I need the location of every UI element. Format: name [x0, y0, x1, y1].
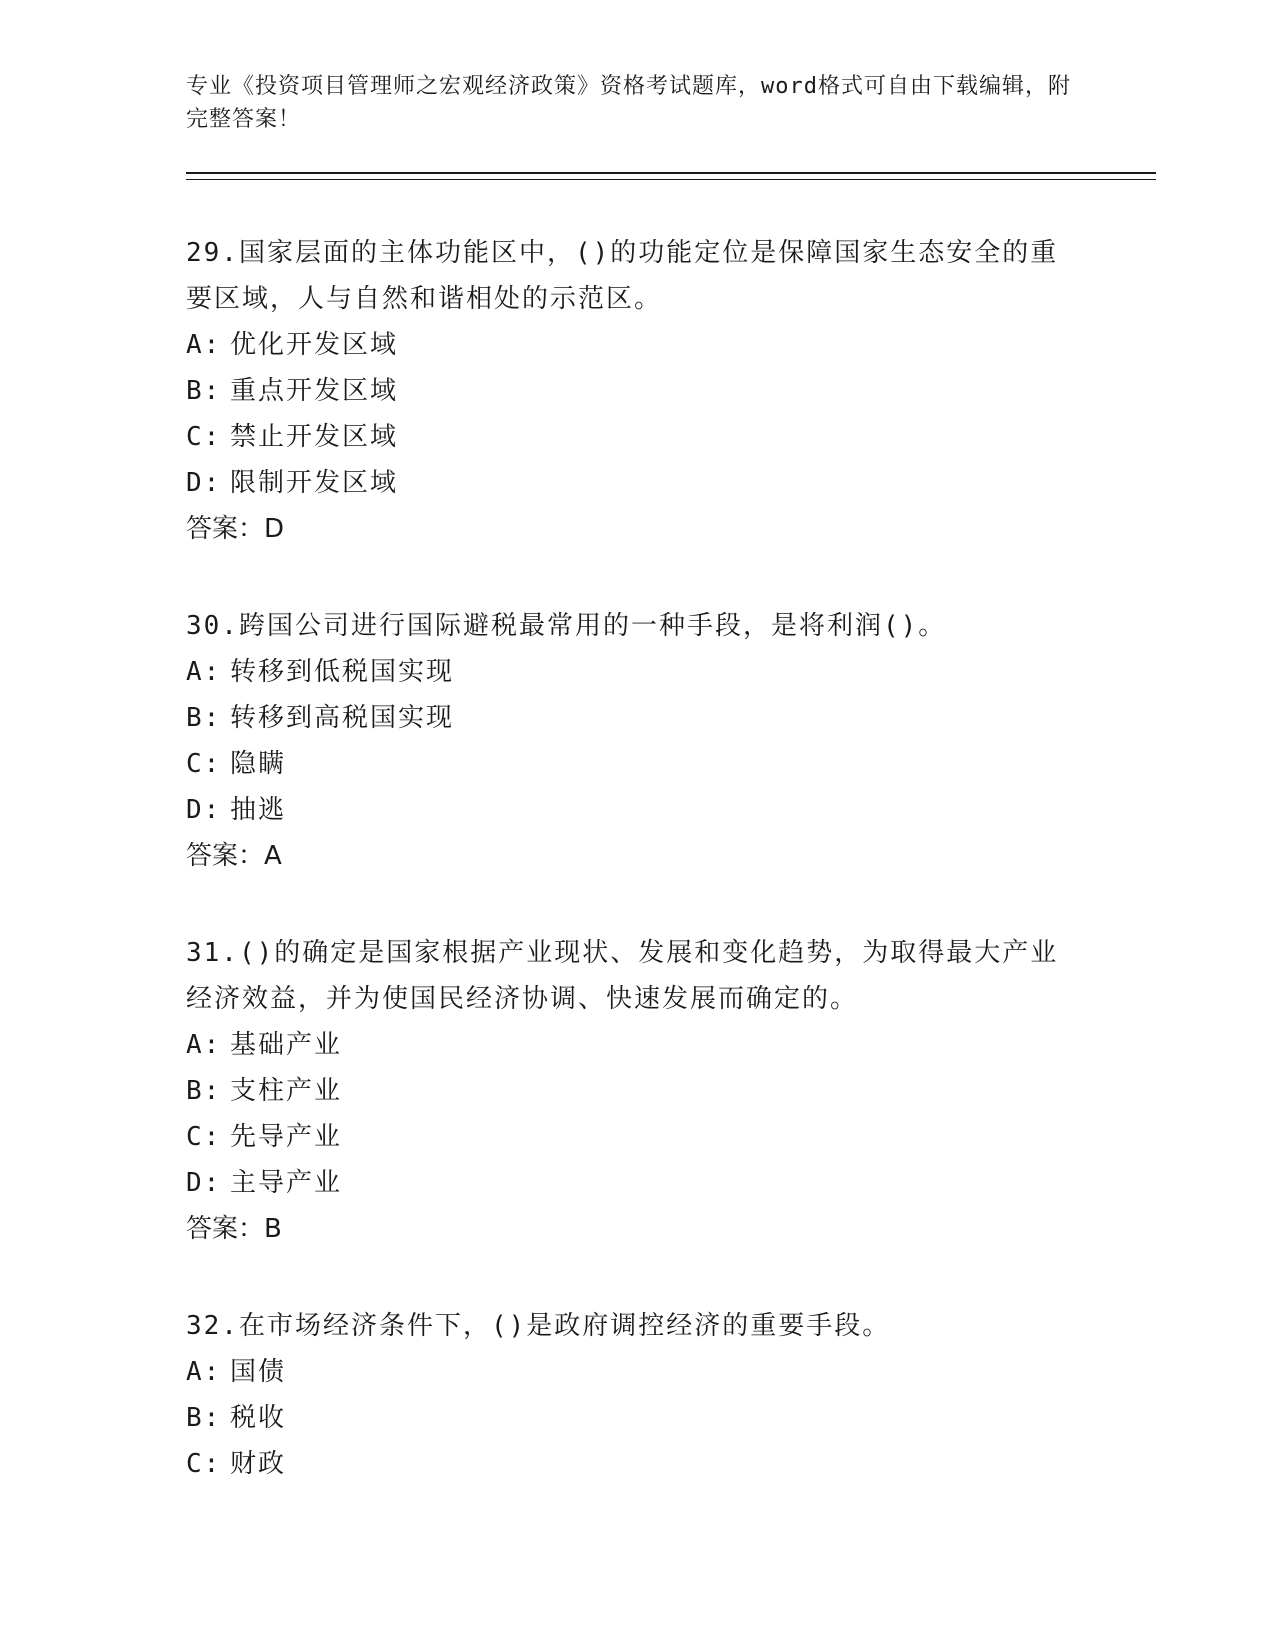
- option-text: 转移到高税国实现: [230, 703, 455, 733]
- option-key: C:: [186, 749, 222, 779]
- document-intro: 专业《投资项目管理师之宏观经济政策》资格考试题库，word格式可自由下载编辑，附完整答案！: [186, 74, 1071, 132]
- question-stem: 31.()的确定是国家根据产业现状、发展和变化趋势，为取得最大产业经济效益，并为使国民经济协调、快速发展而确定的。: [186, 938, 1059, 1014]
- option-key: C:: [186, 422, 222, 452]
- answer-line: 答案：D: [186, 514, 285, 544]
- question-stem: 29.国家层面的主体功能区中，()的功能定位是保障国家生态安全的重要区域，人与自然和谐相处的示范区。: [186, 238, 1059, 314]
- option-c: [186, 741, 1156, 787]
- option-text: 禁止开发区域: [230, 422, 399, 452]
- header-divider: [186, 172, 1156, 180]
- option-b: [186, 1395, 1156, 1441]
- option-key: D:: [186, 1168, 222, 1198]
- option-key: B:: [186, 376, 222, 406]
- option-key: B:: [186, 703, 222, 733]
- option-text: 国债: [230, 1357, 287, 1387]
- question-31: [186, 930, 1156, 1252]
- option-key: D:: [186, 468, 222, 498]
- option-b: [186, 695, 1156, 741]
- option-text: 重点开发区域: [230, 376, 399, 406]
- option-c: [186, 1441, 1156, 1487]
- option-text: 限制开发区域: [230, 468, 399, 498]
- question-32: [186, 1303, 1156, 1487]
- option-text: 税收: [230, 1403, 287, 1433]
- question-30: [186, 603, 1156, 879]
- option-key: A:: [186, 1030, 222, 1060]
- option-c: [186, 1114, 1156, 1160]
- option-key: A:: [186, 330, 222, 360]
- question-29: [186, 230, 1156, 552]
- answer-line: 答案：B: [186, 1214, 282, 1244]
- option-d: [186, 1160, 1156, 1206]
- option-a: [186, 1022, 1156, 1068]
- option-key: B:: [186, 1076, 222, 1106]
- document-page: [186, 70, 1156, 1538]
- option-b: [186, 368, 1156, 414]
- option-key: A:: [186, 1357, 222, 1387]
- option-text: 财政: [230, 1449, 287, 1479]
- option-key: D:: [186, 795, 222, 825]
- answer-line: 答案：A: [186, 841, 282, 871]
- option-d: [186, 460, 1156, 506]
- option-a: [186, 649, 1156, 695]
- option-key: A:: [186, 657, 222, 687]
- option-text: 先导产业: [230, 1122, 343, 1152]
- option-b: [186, 1068, 1156, 1114]
- option-d: [186, 787, 1156, 833]
- option-text: 优化开发区域: [230, 330, 399, 360]
- option-key: C:: [186, 1449, 222, 1479]
- option-text: 支柱产业: [230, 1076, 343, 1106]
- question-stem: 30.跨国公司进行国际避税最常用的一种手段，是将利润()。: [186, 611, 947, 641]
- option-text: 转移到低税国实现: [230, 657, 455, 687]
- option-text: 主导产业: [230, 1168, 343, 1198]
- option-a: [186, 322, 1156, 368]
- option-a: [186, 1349, 1156, 1395]
- question-list: [186, 230, 1156, 1487]
- option-c: [186, 414, 1156, 460]
- option-text: 抽逃: [230, 795, 287, 825]
- option-key: B:: [186, 1403, 222, 1433]
- option-text: 隐瞒: [230, 749, 287, 779]
- option-key: C:: [186, 1122, 222, 1152]
- question-stem: 32.在市场经济条件下，()是政府调控经济的重要手段。: [186, 1311, 891, 1341]
- option-text: 基础产业: [230, 1030, 343, 1060]
